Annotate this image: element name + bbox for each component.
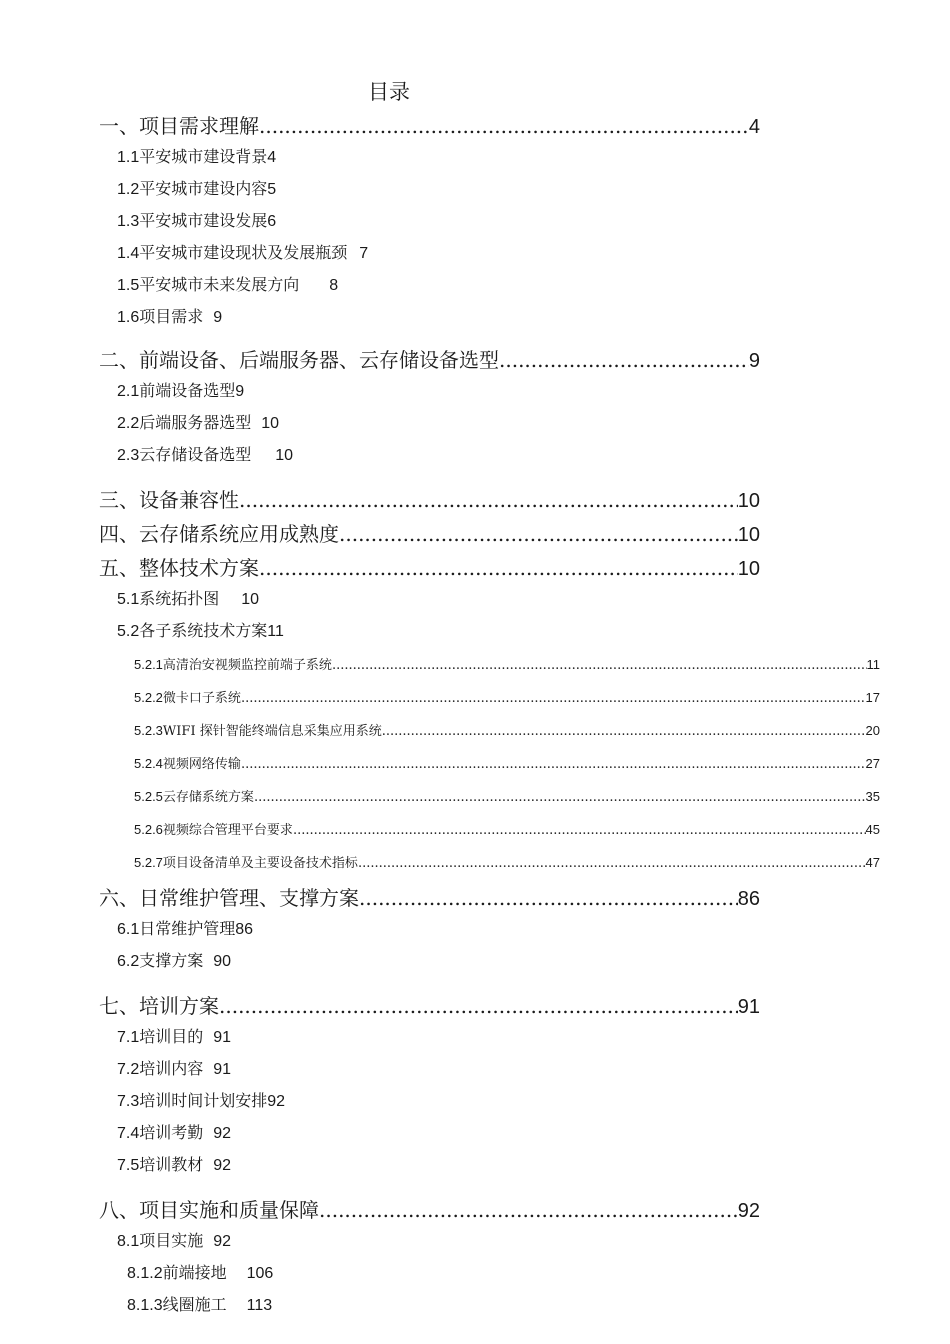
dot-leader <box>219 992 738 1020</box>
toc-entry-page: 92 <box>737 1200 760 1222</box>
toc-entry-number: 5.2.4 <box>134 756 163 771</box>
toc-entry-page: 92 <box>267 1093 286 1110</box>
toc-entry[interactable] <box>117 620 284 643</box>
toc-entry[interactable] <box>117 242 368 265</box>
toc-entry-page: 92 <box>213 1233 232 1250</box>
toc-entry-page: 91 <box>213 1029 232 1046</box>
toc-entry-number: 5.2.3 <box>134 723 163 738</box>
toc-entry-label: 视频综合管理平台要求 <box>162 823 293 838</box>
toc-entry-page: 47 <box>865 855 880 870</box>
toc-entry[interactable] <box>99 992 760 1021</box>
toc-entry-number: 1.6 <box>117 309 140 326</box>
toc-entry-label: 项目实施 <box>139 1231 204 1250</box>
toc-entry-page: 27 <box>865 756 880 771</box>
toc-entry[interactable] <box>117 588 259 611</box>
toc-entry-page: 35 <box>865 789 880 804</box>
toc-entry-label: 培训教材 <box>139 1155 204 1174</box>
toc-entry-page: 10 <box>241 591 260 608</box>
toc-entry-number: 1.3 <box>117 213 140 230</box>
toc-entry-page: 45 <box>865 822 880 837</box>
toc-entry-page: 5 <box>267 181 277 198</box>
toc-entry[interactable] <box>134 722 880 741</box>
toc-entry-page: 92 <box>213 1157 232 1174</box>
toc-entry-page: 10 <box>737 558 760 580</box>
toc-entry-page: 8 <box>329 277 339 294</box>
dot-leader <box>499 346 749 374</box>
toc-entry[interactable] <box>117 146 276 169</box>
toc-entry-page: 86 <box>737 888 760 910</box>
toc-entry-number: 7.1 <box>117 1029 140 1046</box>
dot-leader <box>239 486 738 514</box>
toc-entry-page: 113 <box>246 1297 273 1314</box>
dot-leader <box>241 756 866 774</box>
toc-entry-label: 系统拓扑图 <box>139 589 220 608</box>
dot-leader <box>339 520 738 548</box>
dot-leader <box>293 822 866 840</box>
toc-entry[interactable] <box>99 884 760 913</box>
toc-entry-page: 86 <box>235 921 254 938</box>
toc-entry-label: 平安城市建设内容 <box>139 179 268 198</box>
toc-entry-number: 5.2.5 <box>134 789 163 804</box>
toc-entry-number: 1.4 <box>117 245 140 262</box>
toc-entry-number: 7.3 <box>117 1093 140 1110</box>
toc-entry[interactable] <box>117 1090 285 1113</box>
toc-entry-label: 五、整体技术方案 <box>99 556 259 580</box>
toc-entry[interactable] <box>117 1122 231 1145</box>
toc-title: 目录 <box>368 80 410 104</box>
dot-leader <box>259 554 738 582</box>
toc-entry-label: 平安城市建设背景 <box>139 147 268 166</box>
toc-entry-page: 91 <box>737 996 760 1018</box>
toc-entry-label: 微卡口子系统 <box>162 691 241 706</box>
toc-entry-page: 7 <box>359 245 369 262</box>
toc-entry[interactable] <box>127 1294 272 1317</box>
toc-entry[interactable] <box>134 821 880 840</box>
toc-entry-page: 4 <box>267 149 277 166</box>
toc-entry-number: 1.5 <box>117 277 140 294</box>
toc-entry[interactable] <box>117 306 222 329</box>
toc-entry-number: 2.2 <box>117 415 140 432</box>
toc-entry-label: 六、日常维护管理、支撑方案 <box>99 886 359 910</box>
toc-entry[interactable] <box>117 178 276 201</box>
toc-entry[interactable] <box>117 1026 231 1049</box>
toc-entry-label: 八、项目实施和质量保障 <box>99 1198 319 1222</box>
dot-leader <box>382 723 866 741</box>
toc-entry-number: 7.2 <box>117 1061 140 1078</box>
toc-entry-page: 90 <box>213 953 232 970</box>
toc-entry-number: 2.1 <box>117 383 140 400</box>
toc-entry[interactable] <box>134 656 880 675</box>
toc-entry-label: 日常维护管理 <box>139 919 236 938</box>
toc-entry-number: 8.1.2 <box>127 1265 163 1282</box>
dot-leader <box>259 112 749 140</box>
toc-entry-label: 培训内容 <box>139 1059 204 1078</box>
toc-entry-number: 8.1.3 <box>127 1297 163 1314</box>
toc-entry-label: 平安城市未来发展方向 <box>139 275 300 294</box>
toc-entry-label: 云存储设备选型 <box>139 445 252 464</box>
toc-entry[interactable] <box>134 788 880 807</box>
toc-entry-number: 8.1 <box>117 1233 140 1250</box>
toc-entry[interactable] <box>99 554 760 583</box>
toc-entry-number: 5.2.6 <box>134 822 163 837</box>
toc-entry-label: 各子系统技术方案 <box>139 621 268 640</box>
toc-entry-label: 七、培训方案 <box>99 994 219 1018</box>
toc-entry-number: 2.3 <box>117 447 140 464</box>
toc-entry-page: 4 <box>748 116 760 138</box>
toc-entry[interactable] <box>127 1262 273 1285</box>
toc-entry-label: 项目需求 <box>139 307 204 326</box>
toc-entry-page: 6 <box>267 213 277 230</box>
toc-entry-label: WIFI 探针智能终端信息采集应用系统 <box>162 724 382 739</box>
toc-entry-page: 91 <box>213 1061 232 1078</box>
toc-entry-label: 后端服务器选型 <box>139 413 252 432</box>
toc-entry-page: 9 <box>235 383 245 400</box>
toc-entry-page: 10 <box>275 447 294 464</box>
toc-entry[interactable] <box>134 755 880 774</box>
toc-entry-label: 线圈施工 <box>162 1295 227 1314</box>
toc-entry-number: 5.2.1 <box>134 657 163 672</box>
toc-entry[interactable] <box>99 1196 760 1225</box>
toc-entry-page: 10 <box>737 490 760 512</box>
toc-entry[interactable] <box>134 854 880 873</box>
toc-entry-number: 5.2 <box>117 623 140 640</box>
toc-entry[interactable] <box>117 210 276 233</box>
toc-entry-number: 7.5 <box>117 1157 140 1174</box>
toc-entry[interactable] <box>117 1230 231 1253</box>
toc-entry-label: 二、前端设备、后端服务器、云存储设备选型 <box>99 348 499 372</box>
dot-leader <box>319 1196 738 1224</box>
toc-entry-label: 培训时间计划安排 <box>139 1091 268 1110</box>
dot-leader <box>254 789 866 807</box>
toc-entry-number: 6.2 <box>117 953 140 970</box>
toc-entry-page: 9 <box>748 350 760 372</box>
toc-entry-number: 7.4 <box>117 1125 140 1142</box>
toc-entry-label: 项目设备清单及主要设备技术指标 <box>162 856 358 871</box>
toc-entry[interactable] <box>117 380 244 403</box>
toc-entry[interactable] <box>117 918 253 941</box>
dot-leader <box>358 855 866 873</box>
toc-entry-number: 5.2.7 <box>134 855 163 870</box>
dot-leader <box>359 884 738 912</box>
toc-entry-page: 17 <box>865 690 880 705</box>
toc-entry[interactable] <box>99 486 760 515</box>
toc-entry-label: 云存储系统方案 <box>162 790 254 805</box>
toc-entry-label: 培训目的 <box>139 1027 204 1046</box>
toc-entry-page: 106 <box>246 1265 274 1282</box>
toc-entry-page: 20 <box>865 723 880 738</box>
toc-entry[interactable] <box>134 689 880 708</box>
toc-entry-label: 前端设备选型 <box>139 381 236 400</box>
toc-entry[interactable] <box>117 1154 231 1177</box>
toc-entry[interactable] <box>117 444 293 467</box>
toc-entry-page: 9 <box>213 309 223 326</box>
toc-entry[interactable] <box>99 112 760 141</box>
toc-entry[interactable] <box>99 520 760 549</box>
toc-entry-label: 一、项目需求理解 <box>99 114 259 138</box>
dot-leader <box>332 657 867 675</box>
toc-entry-label: 培训考勤 <box>139 1123 204 1142</box>
toc-entry-page: 92 <box>213 1125 232 1142</box>
toc-entry-label: 平安城市建设发展 <box>139 211 268 230</box>
toc-entry-page: 10 <box>261 415 280 432</box>
toc-entry-label: 前端接地 <box>162 1263 227 1282</box>
toc-entry-number: 5.2.2 <box>134 690 163 705</box>
toc-entry-number: 6.1 <box>117 921 140 938</box>
toc-entry-page: 11 <box>866 657 880 672</box>
toc-entry-label: 四、云存储系统应用成熟度 <box>99 522 339 546</box>
dot-leader <box>241 690 866 708</box>
toc-entry[interactable] <box>117 1058 231 1081</box>
toc-entry-label: 高清治安视频监控前端子系统 <box>162 658 332 673</box>
toc-entry-label: 三、设备兼容性 <box>99 488 239 512</box>
toc-entry-number: 5.1 <box>117 591 140 608</box>
toc-entry-page: 10 <box>737 524 760 546</box>
toc-entry-label: 支撑方案 <box>139 951 204 970</box>
toc-entry-number: 1.1 <box>117 149 140 166</box>
toc-entry-label: 视频网络传输 <box>162 757 241 772</box>
toc-entry[interactable] <box>117 412 279 435</box>
toc-entry[interactable] <box>117 950 231 973</box>
toc-entry-label: 平安城市建设现状及发展瓶颈 <box>139 243 348 262</box>
toc-entry[interactable] <box>117 274 338 297</box>
toc-entry-number: 1.2 <box>117 181 140 198</box>
toc-entry[interactable] <box>99 346 760 375</box>
toc-entry-page: 11 <box>267 623 284 640</box>
